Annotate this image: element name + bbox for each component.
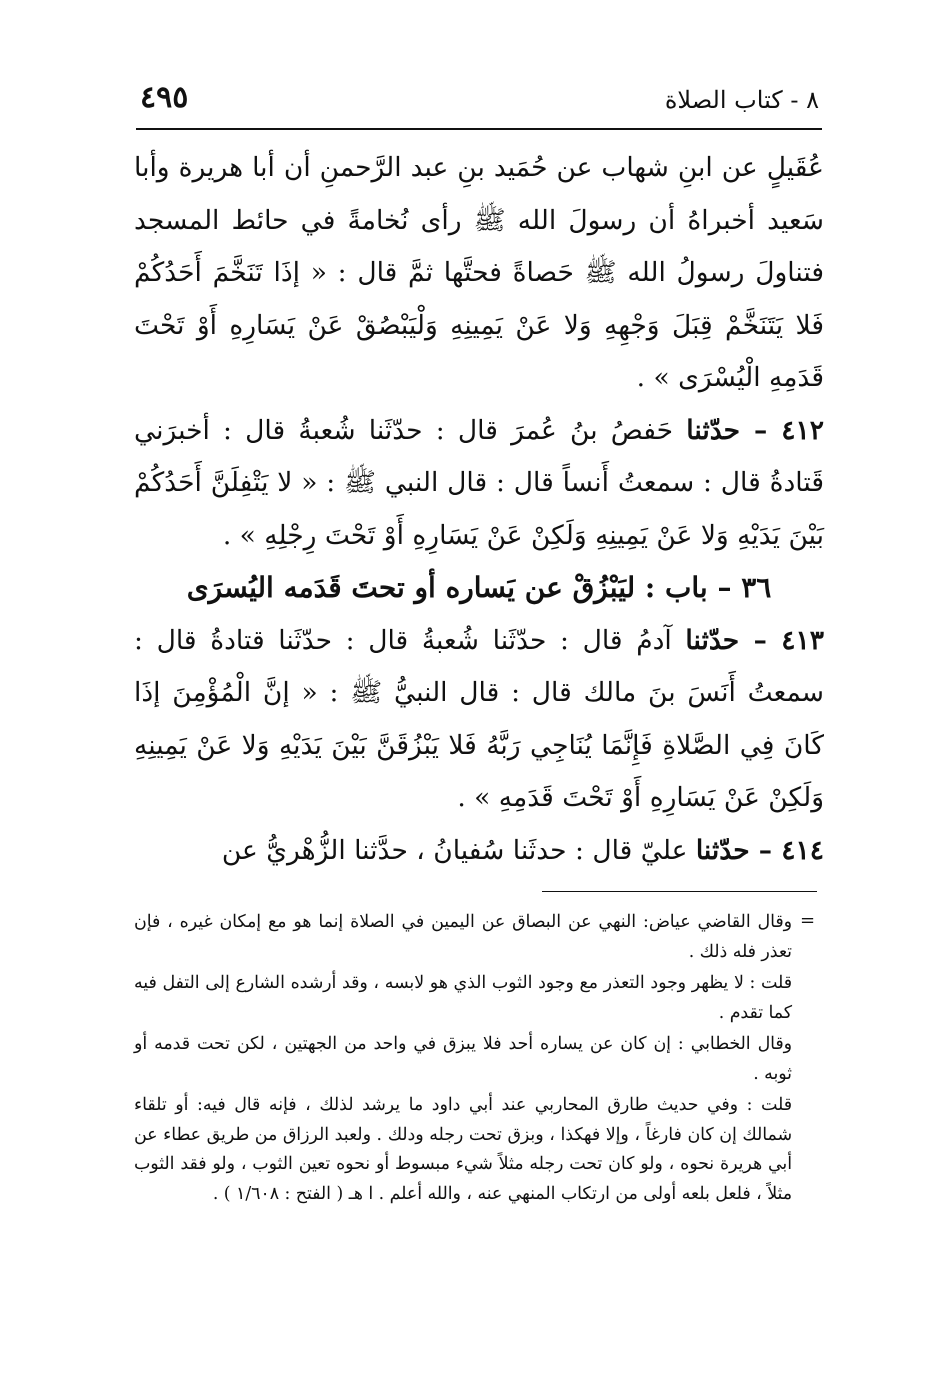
hadith-414 — [134, 825, 824, 878]
footnote-paragraph: قلت : وفي حديث طارق المحاربي عند أبي داود ما يرشد لذلك ، فإنه قال فيه: أو تلقاء شمالك إن كان فارغاً ، وإلا فهكذا ، وبزق تحت رجله ودلك . ولعبد الرزاق من طريق عطاء عن أبي هريرة نحوه ، ولو كان تحت رجله مثلاً شيء مبسوط أو نحوه تعين الثوب ، ولو فقد الثوب مثلاً ، فلعل بلعه أولى من ارتكاب المنهي عنه ، والله أعلم . ا هـ ( الفتح : ١/٦٠٨ ) . — [134, 1095, 792, 1204]
page-number: ٤٩٥ — [140, 80, 189, 115]
hadith-413 — [134, 615, 824, 825]
hadith-number-414: ٤١٤ – حدّثنا — [695, 834, 824, 866]
hadith-413-text: آدمُ قال : حدّثَنا شُعبةُ قال : حدّثَنا قتادةُ قال : سمعتُ أَنَسَ بنَ مالك قال : قال النبيُّ ﷺ : « إنَّ الْمُؤْمِنَ إذَا كَانَ فِي الصَّلاةِ فَإِنَّمَا يُنَاجِي رَبَّهُ فَلا يَبْزُقَنَّ بَيْنَ يَدَيْهِ وَلا عَنْ يَمِينِهِ وَلَكِنْ عَنْ يَسَارِهِ أَوْ تَحْتَ قَدَمِهِ » . — [134, 624, 824, 813]
footnote-paragraph: وقال الخطابي : إن كان عن يساره أحد فلا يبزق في واحد من الجهتين ، لكن تحت قدمه أو ثوبه . — [134, 1034, 792, 1084]
main-text — [134, 142, 824, 877]
hadith-continuation: عُقَيلٍ عن ابنِ شهاب عن حُمَيد بنِ عبد الرَّحمنِ أن أبا هريرة وأبا سَعيد أخبراهُ أن رسولَ الله ﷺ رأى نُخامةً في حائط المسجد فتناولَ رسولُ الله ﷺ حَصاةً فحتَّها ثمَّ قال : « إذَا تَنَخَّمَ أَحَدُكُمْ فَلا يَتَنَخَّمْ قِبَلَ وَجْهِهِ وَلا عَنْ يَمِينِهِ وَلْيَبْصُقْ عَنْ يَسَارِهِ أَوْ تَحْتَ قَدَمِهِ الْيُسْرَى » . — [134, 152, 824, 393]
hadith-414-text: عليّ قال : حدثَنا سُفيانُ ، حدَّثنا الزُّهْريُّ عن — [221, 834, 696, 866]
header-divider — [136, 128, 822, 130]
footnote-paragraph: وقال القاضي عياض: النهي عن البصاق عن اليمين في الصلاة إنما هو مع إمكان غيره ، فإن تعذر فله ذلك . — [134, 912, 792, 962]
footnote-continuation-mark: = — [800, 910, 816, 931]
hadith-412-text: حَفصُ بنُ عُمرَ قال : حدّثَنا شُعبةُ قال : أخبرَني قَتادةُ قال : سمعتُ أَنساً قال : قال النبي ﷺ : « لا يَتْفِلَنَّ أَحَدُكُمْ بَيْنَ يَدَيْهِ وَلا عَنْ يَمِينِهِ وَلَكِنْ عَنْ يَسَارِهِ أَوْ تَحْتَ رِجْلِهِ » . — [134, 414, 824, 551]
hadith-412 — [134, 405, 824, 563]
hadith-number-413: ٤١٣ – حدّثنا — [685, 624, 824, 656]
footnote-divider — [542, 891, 817, 892]
footnotes — [134, 908, 792, 1211]
chapter-title: ٨ - كتاب الصلاة — [664, 86, 819, 114]
footnote-paragraph: قلت : لا يظهر وجود التعذر مع وجود الثوب الذي هو لابسه ، وقد أرشده الشارع إلى التفل فيه كما تقدم . — [134, 973, 792, 1023]
bab-heading: ٣٦ – باب : ليَبْزُقْ عن يَساره أو تحتَ قَدَمه اليُسرَى — [186, 571, 772, 604]
hadith-number-412: ٤١٢ – حدّثنا — [686, 414, 824, 446]
